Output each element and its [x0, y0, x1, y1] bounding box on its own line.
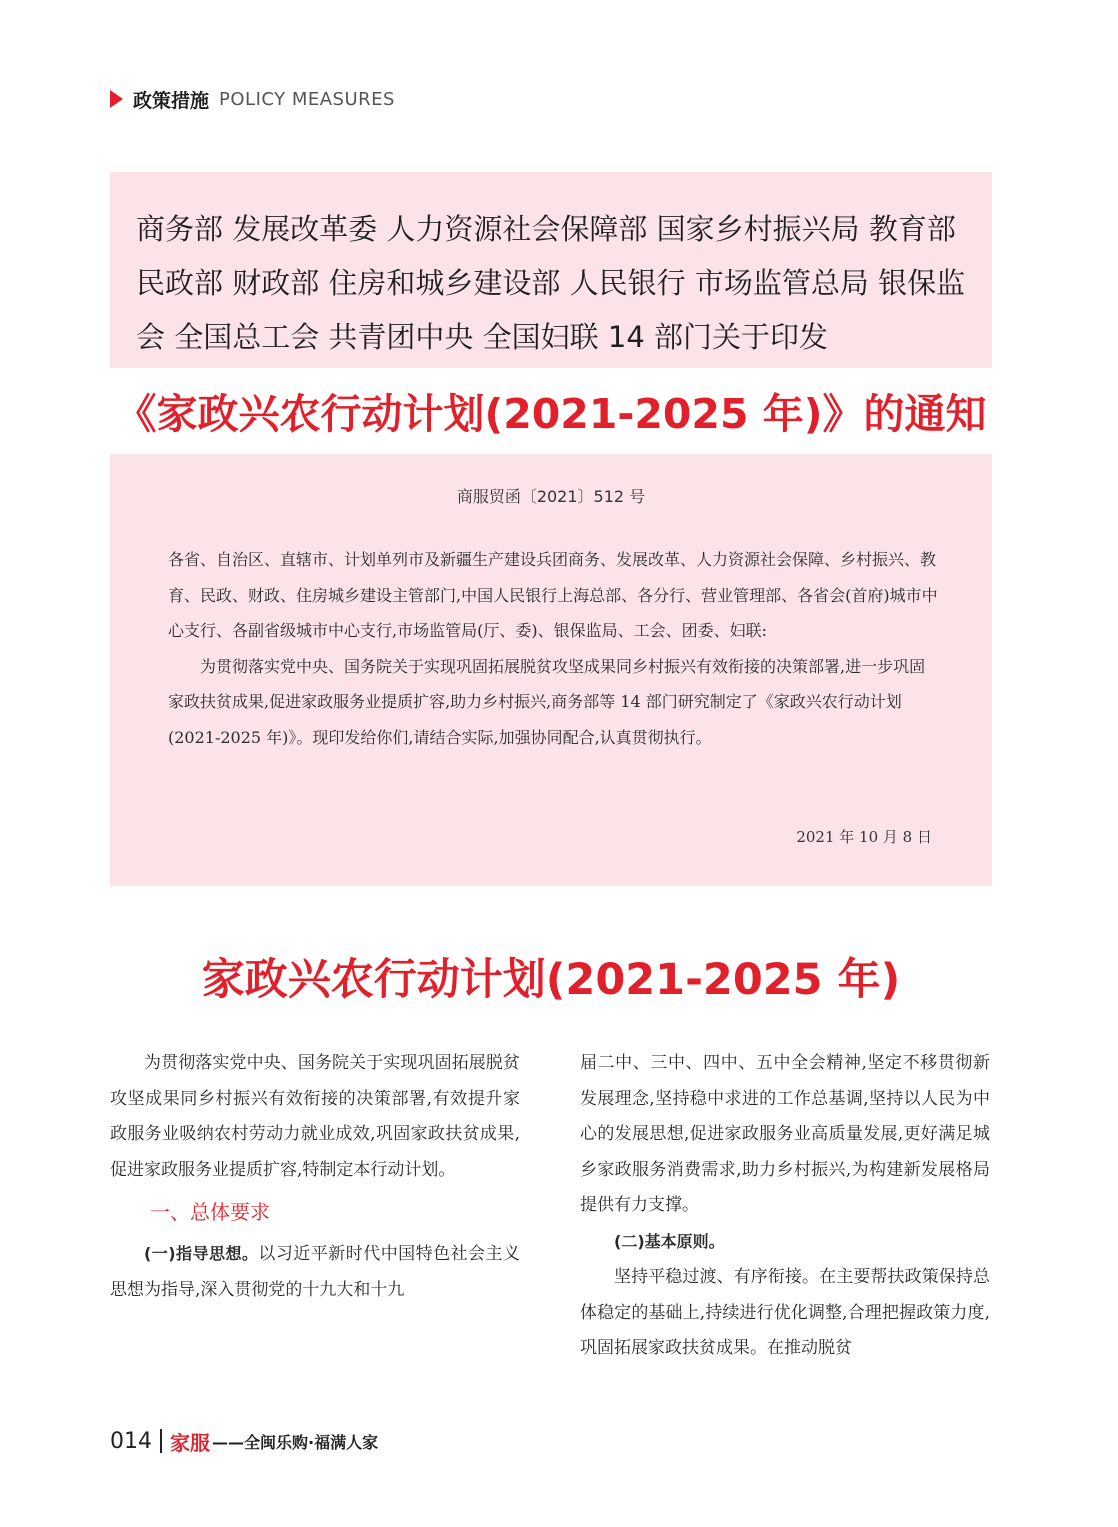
- section-header: [110, 86, 395, 112]
- principle-paragraph: 坚持平稳过渡、有序衔接。在主要帮扶政策保持总体稳定的基础上,持续进行优化调整,合理把握政策力度,巩固拓展家政扶贫成果。在推动脱贫: [580, 1267, 990, 1358]
- page-footer: [110, 1426, 378, 1456]
- notice-body: [168, 542, 938, 755]
- article-column-right: [580, 1046, 990, 1367]
- section-heading: 一、总体要求: [150, 1200, 270, 1224]
- guiding-label: (一)指导思想。: [144, 1244, 259, 1263]
- section-title-cn: 政策措施: [133, 89, 210, 112]
- notice-title: 《家政兴农行动计划(2021-2025 年)》的通知: [115, 390, 987, 438]
- footer-divider: [160, 1429, 162, 1453]
- plan-title: 家政兴农行动计划(2021-2025 年): [201, 955, 901, 1005]
- guiding-text-continued: 届二中、三中、四中、五中全会精神,坚定不移贯彻新发展理念,坚持稳中求进的工作总基调,坚持以人民为中心的发展思想,促进家政服务业高质量发展,更好满足城乡家政服务消费需求,助力乡村振兴,为构建新发展格局提供有力支撑。: [580, 1053, 990, 1215]
- notice-date: 2021 年 10 月 8 日: [796, 828, 932, 846]
- guiding-paragraph: [110, 1236, 520, 1308]
- principles-heading: [580, 1224, 990, 1261]
- notice-addressees: 各省、自治区、直辖市、计划单列市及新疆生产建设兵团商务、发展改革、人力资源社会保障、乡村振兴、教育、民政、财政、住房城乡建设主管部门,中国人民银行上海总部、各分行、营业管理部、各省会(首府)城市中心支行、各副省级城市中心支行,市场监管局(厅、委)、银保监局、工会、团委、妇联:: [168, 550, 938, 640]
- magazine-slogan: ——全闽乐购·福满人家: [212, 1432, 379, 1452]
- guiding-text: 以习近平新时代中国特色社会主义思想为指导,深入贯彻党的十九大和十九: [110, 1244, 520, 1300]
- article-column-left: [110, 1046, 520, 1308]
- document-number: 商服贸函〔2021〕512 号: [456, 487, 646, 506]
- play-triangle-icon: [110, 90, 123, 108]
- principles-label: (二)基本原则。: [614, 1231, 725, 1251]
- notice-paragraph: 为贯彻落实党中央、国务院关于实现巩固拓展脱贫攻坚成果同乡村振兴有效衔接的决策部署,进一步巩固家政扶贫成果,促进家政服务业提质扩容,助力乡村振兴,商务部等 14 部门研究制定了《家政兴农行动计划(2021-2025 年)》。现印发给你们,请结合实际,加强协同配合,认真贯彻执行。: [168, 656, 926, 747]
- issuing-departments: 商务部 发展改革委 人力资源社会保障部 国家乡村振兴局 教育部 民政部 财政部 住房和城乡建设部 人民银行 市场监管总局 银保监会 全国总工会 共青团中央 全国妇联 14 部门关于印发: [136, 212, 966, 354]
- section-title-en: POLICY MEASURES: [219, 88, 395, 110]
- plan-intro: 为贯彻落实党中央、国务院关于实现巩固拓展脱贫攻坚成果同乡村振兴有效衔接的决策部署,有效提升家政服务业吸纳农村劳动力就业成效,巩固家政扶贫成果,促进家政服务业提质扩容,特制定本行动计划。: [110, 1053, 520, 1180]
- magazine-brand: 家服: [170, 1430, 210, 1455]
- page-number: 014: [110, 1428, 152, 1454]
